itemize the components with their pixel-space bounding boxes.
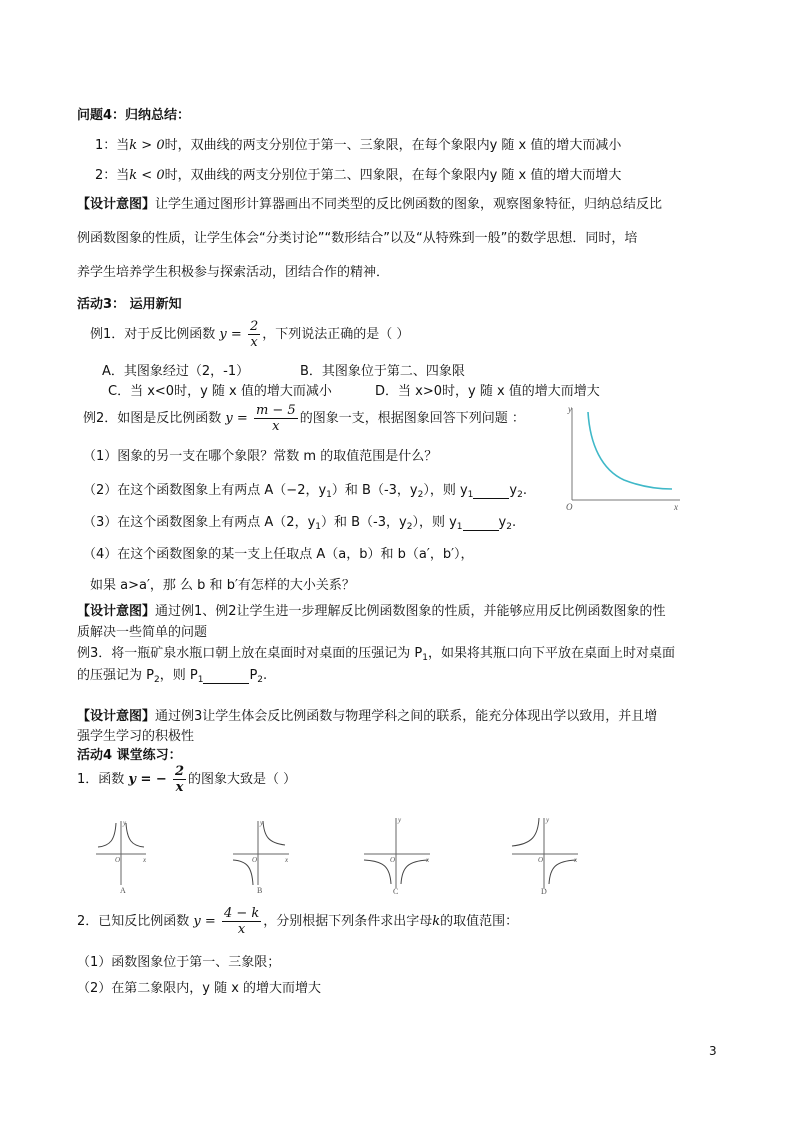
option-c-graph [360,812,435,896]
subscript: 1 [315,522,321,532]
subscript: 1 [456,522,463,532]
example2-denominator: x [272,419,280,434]
example3-text-2b: ，则 P [159,668,198,683]
example2-q3-prefix: （3）在这个函数图象上有两点 A（2，y [83,515,316,530]
design-intent-3-line1 [77,705,657,724]
practice1-question: 的图象大致是（ ） [188,772,297,787]
design-intent-3-text: 通过例3让学生体会反比例函数与物理学科之间的联系，能充分体现出学以致用，并且增 [155,709,658,724]
example1-prefix: 例1．对于反比例函数 [90,327,216,342]
option-d-label: D [541,887,547,896]
example2-numerator: m − 5 [255,403,296,418]
option-b-y-label: y [260,819,264,827]
practice1-prefix: 1．函数 [77,772,125,787]
option-b-x-label: x [285,856,289,864]
example3-text-2: 的压强记为 P [77,668,154,683]
answer-blank[interactable] [203,668,249,684]
example2-q3-middle: ）和 B（-3，y [321,515,407,530]
summary-line-2 [95,164,621,183]
design-intent-2-line1 [77,600,666,619]
activity4-title: 活动4 课堂练习： [77,748,182,763]
subscript: 2 [257,675,264,685]
example2-q2-prefix: （2）在这个函数图象上有两点 A（−2，y [83,483,327,498]
option-a-origin: O [115,856,121,864]
option-b-graph [227,815,293,895]
practice2-condition-1: （1）函数图象位于第一、三象限； [77,955,281,970]
example1-fraction [248,319,260,350]
design-intent-2-label: 【设计意图】 [77,604,156,619]
subscript: 2 [153,675,160,685]
option-b-origin: O [252,856,258,864]
option-c-origin: O [390,856,396,864]
design-intent-1-line1 [77,193,662,212]
design-intent-1-line3: 养学生培养学生积极参与探索活动，团结合作的精神． [77,265,390,280]
example2-question: 的图象一支，根据图象回答下列问题 ： [299,411,525,426]
example2-fraction [254,403,298,434]
page-number: 3 [709,1044,717,1058]
design-intent-1-label: 【设计意图】 [77,197,156,212]
subscript: 2 [417,490,424,500]
example2-y: y = [225,411,248,426]
example2-prefix: 例2．如图是反比例函数 [83,411,222,426]
practice2-question-end: 的取值范围： [440,914,519,929]
summary-1-prefix: 1：当 [95,138,130,153]
example1-denominator: x [250,335,258,350]
design-intent-3-line2: 强学生学习的积极性 [77,729,195,744]
summary-2-text: 时，双曲线的两支分别位于第二、四象限，在每个象限内y 随 x 值的增大而增大 [164,168,622,183]
option-d-graph [508,812,583,896]
option-d-y-label: y [546,816,550,824]
subscript: 2 [506,522,512,532]
question4-title: 问题4：归纳总结： [77,108,191,123]
subscript: 1 [197,675,204,685]
design-intent-1-line2: 例函数图象的性质，让学生体会“分类讨论”“数形结合”以及“从特殊到一般”的数学思想．同时，培 [77,231,638,246]
option-a-graph [90,815,150,895]
example2-q2 [83,479,527,500]
option-d-x-label: x [574,856,578,864]
option-a-label: A [120,886,126,895]
option-c-y-label: y [398,816,402,824]
option-c-label: C [393,887,399,896]
practice2-stem [77,906,518,938]
example2-q1: （1）图象的另一支在哪个象限？常数 m 的取值范围是什么？ [83,449,438,464]
example3-text-1: 例3．将一瓶矿泉水瓶口朝上放在桌面时对桌面的压强记为 P [77,646,423,661]
example3-line1 [77,642,675,663]
example1-stem [90,319,409,351]
practice1-y: y = − [128,772,167,787]
example1-option-a: A．其图象经过（2，-1） [102,364,250,379]
example1-y: y = [219,327,242,342]
design-intent-2-line2: 质解决一些简单的问题 [77,625,208,640]
example2-graph [562,400,687,515]
example2-q2-end: ），则 y [423,483,468,498]
example2-q3-end: ），则 y [412,515,457,530]
example1-option-c: C．当 x<0时，y 随 x 值的增大而减小 [108,384,332,399]
practice2-k: k [432,914,441,929]
design-intent-1-text: 让学生通过图形计算器画出不同类型的反比例函数的图象，观察图象特征，归纳总结反比 [155,197,663,212]
subscript: 1 [467,490,474,500]
option-c-x-label: x [426,856,430,864]
example3-text-1b: ，如果将其瓶口向下平放在桌面上时对桌面 [427,646,675,661]
design-intent-3-label: 【设计意图】 [77,709,156,724]
example2-stem [83,403,525,435]
period: . [522,483,527,498]
example2-q2-middle: ）和 B（-3，y [331,483,418,498]
example2-q3 [83,511,516,532]
option-b-label: B [257,886,263,895]
subscript: 1 [422,653,428,663]
practice2-numerator: 4 − k [223,906,260,921]
period: . [263,668,268,683]
summary-1-condition: k > 0 [129,138,165,153]
option-d-origin: O [538,856,544,864]
example3-p2: P [249,668,258,683]
practice2-condition-2: （2）在第二象限内，y 随 x 的增大而增大 [77,981,322,996]
answer-blank[interactable] [473,483,509,499]
practice1-denominator: x [175,780,184,795]
practice2-fraction [222,906,261,937]
period: . [511,515,517,530]
practice1-fraction [173,764,186,795]
example2-q4: （4）在这个函数图象的某一支上任取点 A（a，b）和 b（a′，b′）， [83,547,474,562]
practice2-question: ，分别根据下列条件求出字母 [263,914,433,929]
example3-line2 [77,664,267,685]
example2-q4b: 如果 a>a′，那 么 b 和 b′有怎样的大小关系？ [90,578,355,593]
practice2-prefix: 2．已知反比例函数 [77,914,190,929]
option-a-y-label: y [123,819,127,827]
activity3-title: 活动3： 运用新知 [77,297,182,312]
subscript: 1 [326,490,332,500]
summary-2-condition: k < 0 [129,168,165,183]
practice2-y: y = [193,914,216,929]
subscript: 2 [406,522,413,532]
example2-q3-y2: y [498,515,507,530]
practice1-numerator: 2 [174,764,184,779]
summary-1-text: 时，双曲线的两支分别位于第一、三象限，在每个象限内y 随 x 值的增大而减小 [164,138,622,153]
example1-option-b: B．其图象位于第二、四象限 [300,364,465,379]
subscript: 2 [517,490,523,500]
example1-option-d: D．当 x>0时，y 随 x 值的增大而增大 [375,384,600,399]
answer-blank[interactable] [463,515,499,531]
summary-line-1 [95,134,621,153]
design-intent-2-text: 通过例1、例2让学生进一步理解反比例函数图象的性质，并能够应用反比例函数图象的性 [155,604,666,619]
practice1-stem [77,764,296,796]
example1-numerator: 2 [249,319,259,334]
example2-x-label: x [674,502,678,512]
summary-2-prefix: 2：当 [95,168,130,183]
option-a-x-label: x [143,856,147,864]
example2-y-label: y [568,404,572,414]
example2-origin: O [566,502,573,512]
example1-question: ，下列说法正确的是（ ） [262,327,410,342]
example2-hyperbola-branch [588,412,672,489]
example2-q2-y2: y [509,483,518,498]
practice2-denominator: x [237,922,246,937]
